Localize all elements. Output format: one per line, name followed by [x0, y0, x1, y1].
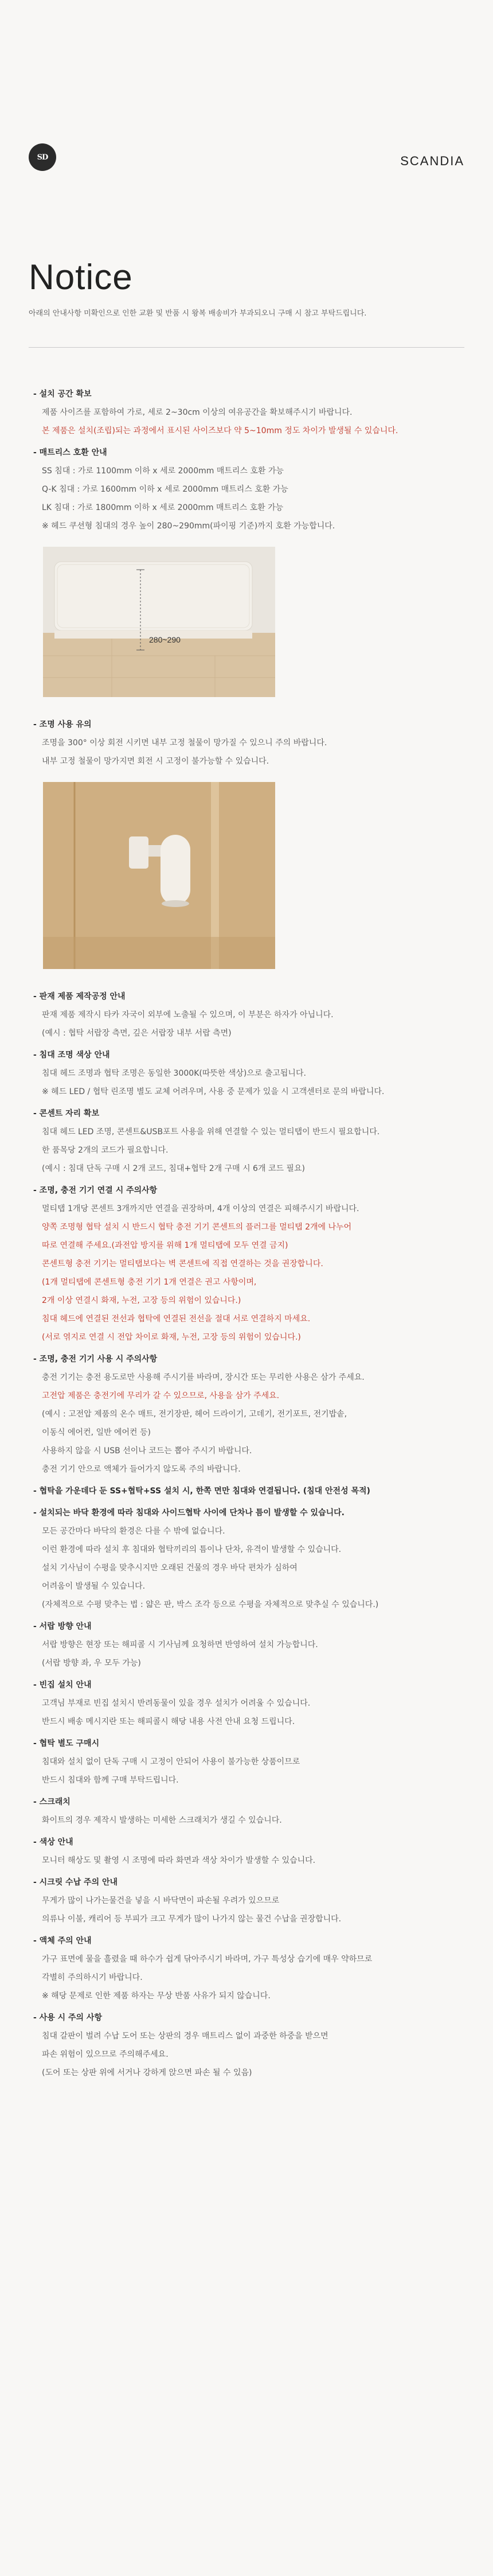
section-line-warning: (서로 엮지로 연결 시 전압 차이로 화재, 누전, 고장 등의 위험이 있습니다.) [42, 1333, 301, 1342]
section-line: 모니터 해상도 및 촬영 시 조명에 따라 화면과 색상 차이가 발생할 수 있습니다. [42, 1856, 316, 1865]
section-title: - 액체 주의 안내 [33, 1936, 92, 1945]
section-title: - 매트리스 호환 안내 [33, 448, 107, 457]
section-line: 각별히 주의하시기 바랍니다. [42, 1973, 143, 1982]
section-line: 판재 제품 제작시 타카 자국이 외부에 노출될 수 있으며, 이 부분은 하자가 아닙니다. [42, 1010, 334, 1019]
section-line-warning: 따로 연결해 주세요.(과전압 방지를 위해 1개 멀티탭에 모두 연결 금지) [42, 1241, 288, 1250]
height-dimension-label: 280~290 [149, 635, 181, 644]
section-title: - 시크릿 수납 주의 안내 [33, 1878, 118, 1887]
section-title: - 협탁 별도 구매시 [33, 1739, 100, 1748]
section-title: - 설치되는 바닥 환경에 따라 침대와 사이드협탁 사이에 단차나 틈이 발생할 수 있습니다. [33, 1508, 345, 1517]
section-line: 이동식 에어컨, 일반 에어컨 등) [42, 1428, 151, 1437]
section-line: 내부 고정 철물이 망가지면 회전 시 고정이 불가능할 수 있습니다. [42, 757, 269, 766]
section-title: - 빈집 설치 안내 [33, 1680, 92, 1690]
notice-content [33, 382, 469, 2082]
section-line: 모든 공간마다 바닥의 환경은 다를 수 밖에 없습니다. [42, 1527, 225, 1536]
title-divider [29, 347, 464, 348]
section-title: - 조명, 충전 기기 사용 시 주의사항 [33, 1355, 158, 1364]
section-line: ※ 해당 문제로 인한 제품 하자는 무상 반품 사유가 되지 않습니다. [42, 1991, 271, 2001]
section-line: Q-K 침대 : 가로 1600mm 이하 x 세로 2000mm 매트리스 호환 가능 [42, 485, 288, 494]
section-line: 사용하지 않을 시 USB 선이나 코드는 뽑아 주시기 바랍니다. [42, 1446, 252, 1456]
section-line: 이런 환경에 따라 설치 후 침대와 협탁끼리의 틈이나 단차, 유격이 발생할 수 있습니다. [42, 1545, 342, 1554]
section-line-warning: (1개 멀티탭에 콘센트형 충전 기기 1개 연결은 권고 사항이며, [42, 1278, 257, 1287]
section-line-warning: 고전압 제품은 충전기에 무리가 갈 수 있으므로, 사용을 삼가 주세요. [42, 1391, 280, 1400]
section-line-warning: 콘센트형 충전 기기는 멀티탭보다는 벽 콘센트에 직접 연결하는 것을 권장합니다. [42, 1259, 323, 1268]
section-line: 침대 갈판이 벌려 수납 도어 또는 상판의 경우 매트리스 없이 과중한 하중을 받으면 [42, 2032, 328, 2041]
section-line: 침대 헤드 LED 조명, 콘센트&USB포트 사용을 위해 연결할 수 있는 멀티탭이 반드시 필요합니다. [42, 1127, 380, 1137]
section-line: (예시 : 협탁 서랍장 측면, 깊은 서랍장 내부 서랍 측면) [42, 1029, 232, 1038]
section-line: 무게가 많이 나가는물건을 넣을 시 바닥면이 파손될 우려가 있으므로 [42, 1896, 280, 1905]
brand-name: SCANDIA [400, 154, 464, 168]
section-line: 반드시 침대와 함께 구매 부탁드립니다. [42, 1776, 179, 1785]
section-line: 조명을 300° 이상 회전 시키면 내부 고정 철물이 망가질 수 있으니 주의 바랍니다. [42, 738, 327, 748]
lamp-image [43, 782, 469, 971]
section-line: 제품 사이즈를 포함하여 가로, 세로 2~30cm 이상의 여유공간을 확보해주시기 바랍니다. [42, 408, 353, 417]
section-title: - 협탁을 가운데다 둔 SS+협탁+SS 설치 시, 한쪽 면만 침대와 연결됩니다. (침대 안전성 목적) [33, 1487, 370, 1496]
section-line: 고객님 부재로 빈집 설치시 반려동물이 있을 경우 설치가 어려울 수 있습니다. [42, 1699, 311, 1708]
section-line: 가구 표면에 물을 흘렸을 때 하수가 쉽게 닦아주시기 바라며, 가구 특성상 습기에 매우 약하므로 [42, 1955, 373, 1964]
headboard-photo [43, 547, 275, 697]
section-line-warning: 2개 이상 연결시 화재, 누전, 고장 등의 위험이 있습니다.) [42, 1296, 241, 1305]
section-line: 충전 기기는 충전 용도로만 사용해 주시기를 바라며, 장시간 또는 무리한 사용은 삼가 주세요. [42, 1373, 365, 1382]
section-line-warning: 양쪽 조명형 협탁 설치 시 반드시 협탁 충전 기기 콘센트의 플러그를 멀티탭 2개에 나누어 [42, 1223, 352, 1232]
section-title: - 조명 사용 유의 [33, 720, 92, 729]
section-line: SS 침대 : 가로 1100mm 이하 x 세로 2000mm 매트리스 호환 가능 [42, 466, 284, 476]
brand-logo: SD [29, 143, 56, 171]
section-line: 화이트의 경우 제작시 발생하는 미세한 스크래치가 생길 수 있습니다. [42, 1816, 282, 1825]
section-title: - 판재 제품 제작공정 안내 [33, 992, 126, 1001]
section-line: 멀티탭 1개당 콘센트 3개까지만 연결을 권장하며, 4개 이상의 연결은 피해주시기 바랍니다. [42, 1204, 359, 1213]
section-line: 의류나 이불, 캐리어 등 부피가 크고 무게가 많이 나가지 않는 물건 수납을 권장합니다. [42, 1915, 342, 1924]
lamp-photo [43, 782, 275, 969]
section-line: ※ 헤드 쿠션형 침대의 경우 높이 280~290mm(파이핑 기준)까지 호환 가능합니다. [42, 522, 335, 531]
section-title: - 스크래치 [33, 1797, 71, 1807]
section-line: 설치 기사님이 수평을 맞추시지만 오래된 건물의 경우 바닥 편차가 심하여 [42, 1563, 298, 1573]
section-line: 반드시 배송 메시지란 또는 해피콜시 해당 내용 사전 안내 요청 드립니다. [42, 1717, 295, 1726]
section-line: (서랍 방향 좌, 우 모두 가능) [42, 1659, 141, 1668]
section-line-warning: 침대 헤드에 연결된 전선과 협탁에 연결된 전선을 절대 서로 연결하지 마세요. [42, 1314, 311, 1324]
section-line: (예시 : 고전압 제품의 온수 매트, 전기장판, 헤어 드라이기, 고데기, 전기포트, 전기밥솥, [42, 1410, 347, 1419]
section-line: LK 침대 : 가로 1800mm 이하 x 세로 2000mm 매트리스 호환 가능 [42, 503, 284, 512]
section-line: ※ 헤드 LED / 협탁 린조명 별도 교체 어려우며, 사용 중 문제가 있을 시 고객센터로 문의 바랍니다. [42, 1087, 385, 1096]
page-subtitle: 아래의 안내사항 미확인으로 인한 교환 및 반품 시 왕복 배송비가 부과되오니 구매 시 참고 부탁드립니다. [29, 309, 367, 318]
section-line: 충전 기기 안으로 액체가 들어가지 않도록 주의 바랍니다. [42, 1465, 241, 1474]
section-line-warning: 본 제품은 설치(조립)되는 과정에서 표시된 사이즈보다 약 5~10mm 정도 차이가 발생될 수 있습니다. [42, 426, 398, 435]
header [0, 0, 493, 184]
headboard-image [43, 547, 469, 699]
section-title: - 색상 안내 [33, 1838, 73, 1847]
section-line: 한 품목당 2개의 코드가 필요합니다. [42, 1146, 169, 1155]
section-line: 어려움이 발생될 수 있습니다. [42, 1582, 146, 1591]
section-line: (예시 : 침대 단독 구매 시 2개 코드, 침대+협탁 2개 구매 시 6개 코드 필요) [42, 1164, 305, 1173]
section-title: - 사용 시 주의 사항 [33, 2013, 102, 2022]
section-line: (자체적으로 수평 맞추는 법 : 얇은 판, 박스 조각 등으로 수평을 자체적으로 맞추실 수 있습니다.) [42, 1600, 379, 1609]
section-line: 침대와 설치 없이 단독 구매 시 고정이 안되어 사용이 불가능한 상품이므로 [42, 1757, 300, 1766]
section-title: - 설치 공간 확보 [33, 390, 92, 399]
section-title: - 서랍 방향 안내 [33, 1622, 92, 1631]
section-title: - 콘센트 자리 확보 [33, 1109, 100, 1118]
section-line: (도어 또는 상판 위에 서거나 강하게 앉으면 파손 될 수 있음) [42, 2068, 252, 2077]
section-line: 서랍 방향은 현장 또는 해피콜 시 기사님께 요청하면 반영하여 설치 가능합니다. [42, 1640, 318, 1649]
section-line: 침대 헤드 조명과 협탁 조명은 동일한 3000K(따뜻한 색상)으로 출고됩니다. [42, 1069, 306, 1078]
section-title: - 침대 조명 색상 안내 [33, 1050, 110, 1060]
section-line: 파손 위험이 있으므로 주의해주세요. [42, 2050, 169, 2059]
page-title: Notice [29, 258, 133, 297]
section-title: - 조명, 충전 기기 연결 시 주의사항 [33, 1186, 158, 1195]
